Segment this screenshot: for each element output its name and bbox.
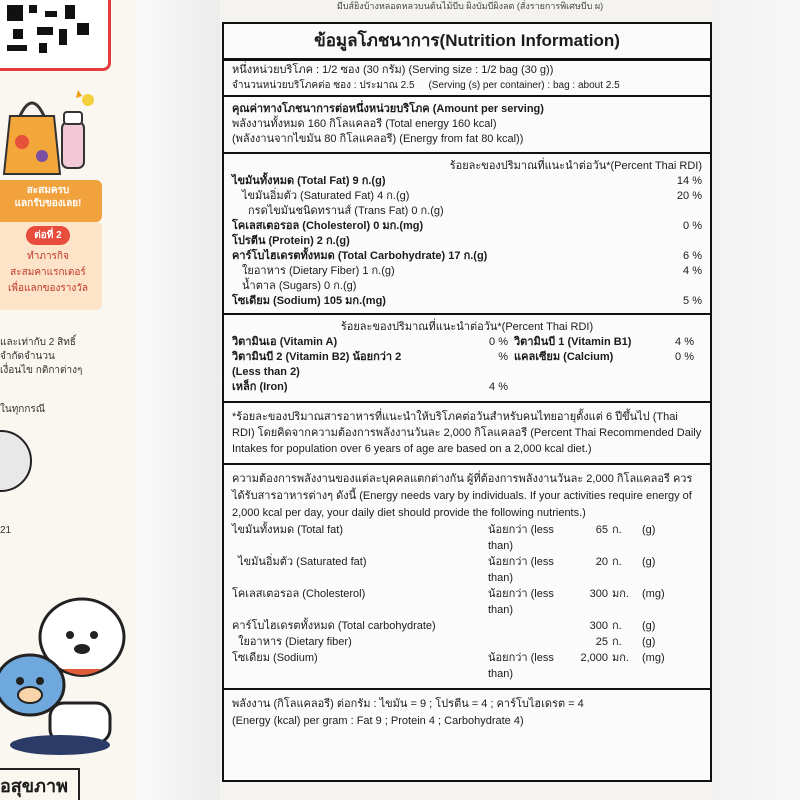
requirement-lt: น้อยกว่า (less than)	[488, 652, 554, 680]
vitamin-label: วิตามินบี 2 (Vitamin B2) น้อยกว่า 2 (Less than 2)	[232, 351, 402, 378]
requirement-unit-th: มก.	[612, 652, 629, 664]
nutrient-row	[232, 189, 702, 204]
year-label: 21	[0, 525, 12, 536]
energy-from-fat	[232, 132, 702, 147]
vitamin-label	[514, 380, 694, 395]
promo-step-card	[0, 222, 102, 310]
package-edge-shadow	[712, 0, 800, 800]
nutrient-percent: 4 %	[683, 265, 702, 277]
vitamin-grid	[232, 335, 702, 395]
cartoon-characters-illustration	[0, 585, 130, 755]
vitamin-percent: %	[498, 351, 508, 363]
vitamin-label	[514, 350, 694, 380]
left-packaging-strip	[0, 0, 138, 800]
nutrient-row	[232, 234, 702, 249]
requirement-unit-th: ก.	[612, 636, 622, 648]
requirement-lt	[488, 634, 572, 650]
requirement-lt: น้อยกว่า (less than)	[488, 524, 554, 552]
requirement-lt: น้อยกว่า (less than)	[488, 588, 554, 616]
energy-per-gram-en: (Energy (kcal) per gram : Fat 9 ; Protein 4 ; Carbohydrate 4)	[232, 715, 524, 727]
nutrient-label: โคเลสเตอรอล (Cholesterol) 0 มก.(mg)	[232, 220, 424, 232]
terms-note-2: ในทุกกรณี	[0, 404, 46, 415]
terms-note: และเท่ากับ 2 สิทธิ์ จำกัดจำนวน เงื่อนไข กติกาต่างๆ	[0, 337, 83, 376]
nutrient-percent: 6 %	[683, 250, 702, 262]
package-fold-shadow	[135, 0, 220, 800]
daily-needs-section	[224, 465, 710, 690]
qr-code	[0, 0, 111, 71]
nutrient-row	[232, 279, 702, 294]
nutrient-percent: 14 %	[676, 175, 702, 187]
promo-banner-collect: สะสมครบ แลกรับของเลย!	[0, 180, 102, 222]
amount-per-serving-text: คุณค่าทางโภชนาการต่อหนึ่งหน่วยบริโภค (Amount per serving)	[232, 103, 544, 115]
requirement-unit-en: (mg)	[642, 652, 665, 664]
nutrients-section	[224, 154, 710, 315]
nutrient-label: โซเดียม (Sodium) 105 มก.(mg)	[232, 295, 386, 307]
requirement-val: 25	[595, 636, 608, 648]
serving-size	[232, 63, 702, 78]
health-label: อสุขภาพ	[0, 768, 80, 800]
vitamin-label: วิตามินบี 1 (Vitamin B1)	[514, 336, 632, 348]
step-text: ทำภารกิจ สะสมคาแรกเตอร์ เพื่อแลกของรางวัล	[8, 251, 88, 294]
daily-needs-text: ความต้องการพลังงานของแต่ละบุคคลแตกต่างกัน ผู้ที่ต้องการพลังงานวันละ 2,000 กิโลแคลอรี ควรได้รับสารอาหารต่างๆ ดังนี้ (Energy needs vary by individuals. If your activities require energy of 2,000 kcal per day, your daily diet should provide the following nutrients.)	[232, 473, 693, 519]
requirement-name: ใยอาหาร (Dietary fiber)	[232, 636, 352, 648]
requirement-unit-en: (g)	[642, 556, 656, 568]
vitamin-percent: 0 %	[489, 336, 508, 348]
nutrient-label: โปรตีน (Protein) 2 ก.(g)	[232, 235, 350, 247]
requirement-unit-en: (g)	[642, 636, 656, 648]
nutrient-percent: 0 %	[683, 220, 702, 232]
vitamin-percent: 0 %	[675, 351, 694, 363]
total-energy-text: พลังงานทั้งหมด 160 กิโลแคลอรี (Total energy 160 kcal)	[232, 118, 497, 130]
nutrient-label: ไขมันอิ่มตัว (Saturated Fat) 4 ก.(g)	[242, 190, 410, 202]
nutrient-percent: 5 %	[683, 295, 702, 307]
nutrient-row	[232, 174, 702, 189]
servings-per-container-text: จำนวนหน่วยบริโภคต่อ ซอง : ประมาณ 2.5 (Serving (s) per container) : bag : about 2.5	[232, 80, 620, 91]
nutrient-row	[232, 294, 702, 309]
nutrient-row	[232, 219, 702, 234]
serving-info-section	[224, 61, 710, 97]
requirement-val: 300	[589, 588, 608, 600]
requirement-row	[232, 554, 702, 586]
vitamin-percent: 4 %	[489, 381, 508, 393]
requirement-lt: น้อยกว่า (less than)	[488, 556, 554, 584]
requirement-name: โซเดียม (Sodium)	[232, 652, 318, 664]
header-line: มีบส์ยิงบ้างหลอดหลวบนต้นไม้บีบ ผิงบัมบีผิงลต (สั่งรายการพิเศษบีบ ผ)	[336, 1, 604, 11]
servings-per-container	[232, 78, 702, 93]
requirement-val: 2,000	[580, 652, 608, 664]
energy-per-gram-th: พลังงาน (กิโลแคลอรี) ต่อกรัม : ไขมัน = 9 ; โปรตีน = 4 ; คาร์โบไฮเดรต = 4	[232, 698, 584, 710]
nutrient-label: ไขมันทั้งหมด (Total Fat) 9 ก.(g)	[232, 175, 386, 187]
nutrient-row	[232, 204, 702, 219]
nutrition-title: ข้อมูลโภชนาการ(Nutrition Information)	[224, 24, 710, 61]
amount-per-serving-section	[224, 97, 710, 154]
total-energy	[232, 117, 702, 132]
certification-seal	[0, 430, 32, 492]
vitamin-label: เหล็ก (Iron)	[232, 381, 288, 393]
nutrient-row	[232, 264, 702, 279]
requirement-name: คาร์โบไฮเดรตทั้งหมด (Total carbohydrate)	[232, 620, 436, 632]
requirement-val: 300	[589, 620, 608, 632]
requirement-unit-en: (g)	[642, 620, 656, 632]
serving-size-text: หนึ่งหน่วยบริโภค : 1/2 ซอง (30 กรัม) (Serving size : 1/2 bag (30 g))	[232, 64, 554, 76]
vitamin-label: แคลเซียม (Calcium)	[514, 351, 614, 363]
vitamins-section	[224, 315, 710, 403]
tote-bag-illustration	[2, 82, 102, 177]
amount-per-serving	[232, 102, 702, 117]
requirement-name: โคเลสเตอรอล (Cholesterol)	[232, 588, 366, 600]
rdi-footnote: *ร้อยละของปริมาณสารอาหารที่แนะนำให้บริโภคต่อวันสำหรับคนไทยอายุตั้งแต่ 6 ปีขึ้นไป (Thai RDI) โดยคิดจากความต้องการพลังงานวันละ 2,000 กิโลแคลอรี (Percent Thai Recommended Daily Intakes for population over 6 years of age are based on a 2,000 kcal diet.)	[224, 403, 710, 465]
vitamin-label: วิตามินเอ (Vitamin A)	[232, 336, 338, 348]
requirement-unit-en: (mg)	[642, 588, 665, 600]
requirement-unit-th: ก.	[612, 620, 622, 632]
vitamin-rdi-header: ร้อยละของปริมาณที่แนะนำต่อวัน*(Percent Thai RDI)	[340, 321, 594, 333]
requirement-row	[232, 650, 702, 682]
energy-per-gram-section	[224, 690, 710, 736]
requirement-row	[232, 586, 702, 618]
step-pill: ต่อที่ 2	[26, 226, 69, 245]
nutrient-row	[232, 249, 702, 264]
requirement-unit-th: ก.	[612, 556, 622, 568]
rdi-header: ร้อยละของปริมาณที่แนะนำต่อวัน*(Percent Thai RDI)	[449, 160, 702, 172]
requirement-val: 65	[595, 524, 608, 536]
requirement-name: ไขมันทั้งหมด (Total fat)	[232, 524, 343, 536]
requirement-row	[232, 634, 702, 650]
requirement-val: 20	[595, 556, 608, 568]
requirement-unit-th: มก.	[612, 588, 629, 600]
nutrient-label: กรดไขมันชนิดทรานส์ (Trans Fat) 0 ก.(g)	[248, 205, 444, 217]
requirements-table	[232, 522, 702, 682]
nutrition-facts-panel	[222, 22, 712, 782]
nutrient-label: คาร์โบไฮเดรตทั้งหมด (Total Carbohydrate) 17 ก.(g)	[232, 250, 488, 262]
vitamin-label	[514, 335, 694, 350]
nutrient-list	[232, 174, 702, 309]
requirement-lt	[488, 618, 572, 634]
nutrient-label: ใยอาหาร (Dietary Fiber) 1 ก.(g)	[242, 265, 395, 277]
requirement-row	[232, 618, 702, 634]
energy-from-fat-text: (พลังงานจากไขมัน 80 กิโลแคลอรี) (Energy from fat 80 kcal))	[232, 133, 524, 145]
requirement-unit-th: ก.	[612, 524, 622, 536]
requirement-row	[232, 522, 702, 554]
nutrient-label: น้ำตาล (Sugars) 0 ก.(g)	[242, 280, 357, 292]
vitamin-percent: 4 %	[675, 336, 694, 348]
requirement-name: ไขมันอิ่มตัว (Saturated fat)	[232, 556, 367, 568]
nutrient-percent: 20 %	[676, 190, 702, 202]
requirement-unit-en: (g)	[642, 524, 656, 536]
